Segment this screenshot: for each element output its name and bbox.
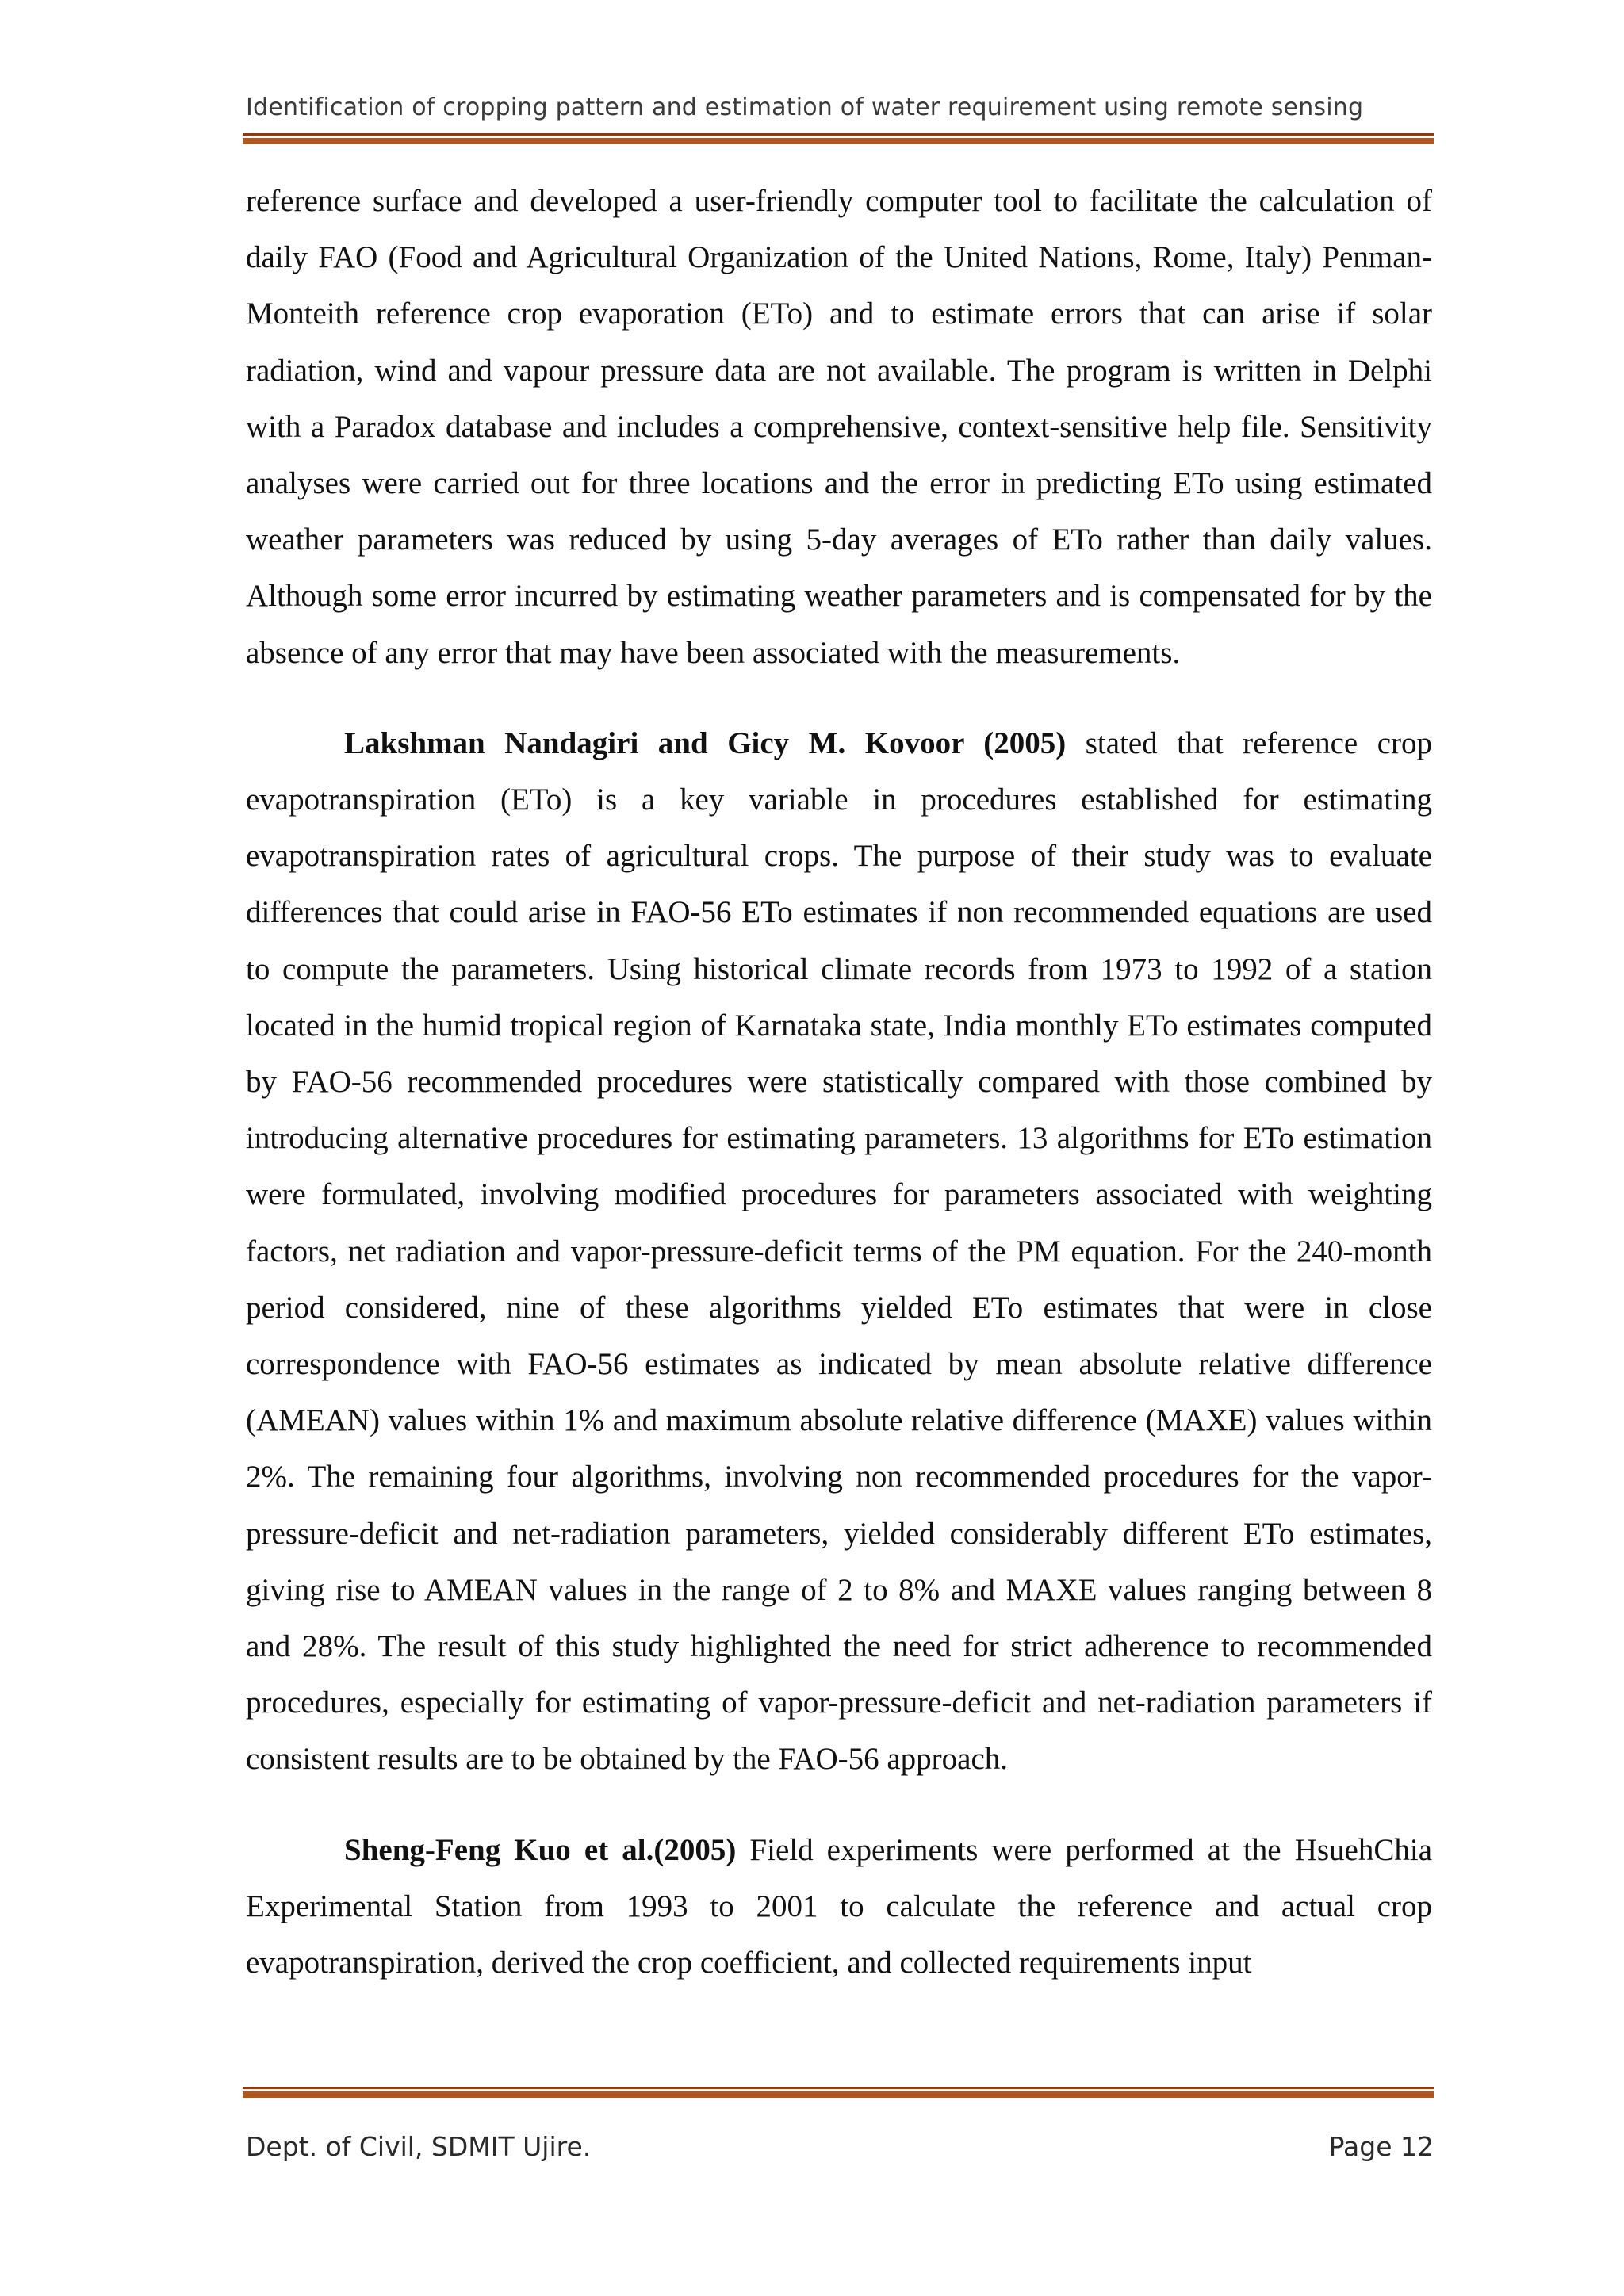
- body-text: [246, 173, 1432, 1991]
- paragraph-continuation: reference surface and developed a user-friendly computer tool to facilitate the calculation of daily FAO (Food and Agricultural Organization of the United Nations, Rome, Italy) Penman-Monteith reference crop evaporation (ETo) and to estimate errors that can arise if solar radiation, wind and vapour pressure data are not available. The program is written in Delphi with a Paradox database and includes a comprehensive, context-sensitive help file. Sensitivity analyses were carried out for three locations and the error in predicting ETo using estimated weather parameters was reduced by using 5-day averages of ETo rather than daily values. Although some error incurred by estimating weather parameters and is compensated for by the absence of any error that may have been associated with the measurements.: [246, 184, 1432, 670]
- footer-rule: [243, 2087, 1434, 2098]
- header-rule-thick: [243, 138, 1434, 144]
- header-rule: [243, 133, 1434, 144]
- paragraph-nandagiri: [246, 715, 1432, 1788]
- citation-nandagiri: Lakshman Nandagiri and Gicy M. Kovoor (2005): [344, 725, 1067, 760]
- footer-page-number: Page 12: [1328, 2131, 1434, 2162]
- paragraph-kuo: [246, 1822, 1432, 1992]
- footer-department: Dept. of Civil, SDMIT Ujire.: [246, 2131, 592, 2162]
- header-rule-thin: [243, 133, 1434, 136]
- paragraph-kuo-text: Field experiments were performed at the HsuehChia Experimental Station from 1993 to 2001 to calculate the reference and actual crop evapotranspiration, derived the crop coefficient, and collected requirements input: [246, 1832, 1433, 1980]
- running-header: Identification of cropping pattern and estimation of water requirement using remote sensing: [246, 94, 1364, 121]
- footer-rule-thin: [243, 2087, 1434, 2089]
- citation-kuo: Sheng-Feng Kuo et al.(2005): [344, 1832, 737, 1867]
- paragraph-nandagiri-text: stated that reference crop evapotranspiration (ETo) is a key variable in procedures established for estimating evapotranspiration rates of agricultural crops. The purpose of their study was to evaluate differences that could arise in FAO-56 ETo estimates if non recommended equations are used to compute the parameters. Using historical climate records from 1973 to 1992 of a station located in the humid tropical region of Karnataka state, India monthly ETo estimates computed by FAO-56 recommended procedures were statistically compared with those combined by introducing alternative procedures for estimating parameters. 13 algorithms for ETo estimation were formulated, involving modified procedures for parameters associated with weighting factors, net radiation and vapor-pressure-deficit terms of the PM equation. For the 240-month period considered, nine of these algorithms yielded ETo estimates that were in close correspondence with FAO-56 estimates as indicated by mean absolute relative difference (AMEAN) values within 1% and maximum absolute relative difference (MAXE) values within 2%. The remaining four algorithms, involving non recommended procedures for the vapor-pressure-deficit and net-radiation parameters, yielded considerably different ETo estimates, giving rise to AMEAN values in the range of 2 to 8% and MAXE values ranging between 8 and 28%. The result of this study highlighted the need for strict adherence to recommended procedures, especially for estimating of vapor-pressure-deficit and net-radiation parameters if consistent results are to be obtained by the FAO-56 approach.: [246, 725, 1432, 1777]
- footer-rule-thick: [243, 2091, 1434, 2098]
